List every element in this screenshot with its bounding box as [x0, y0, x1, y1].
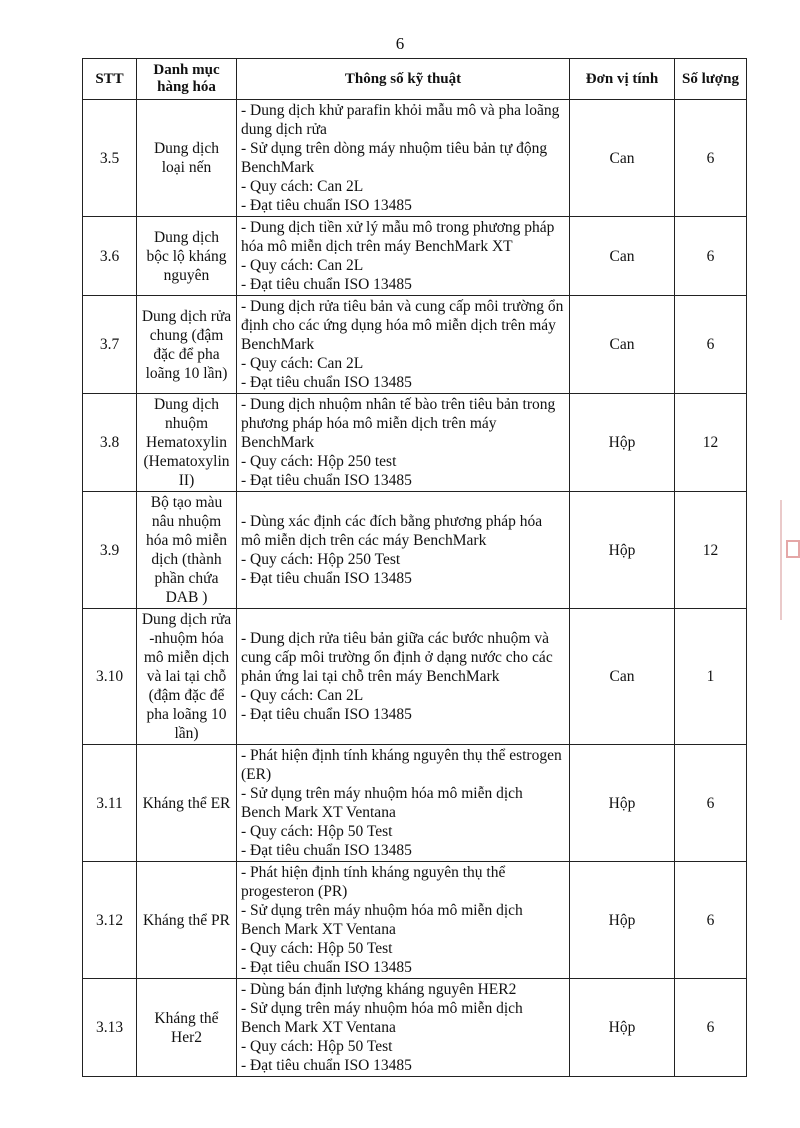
spec-line: - Quy cách: Can 2L — [241, 257, 364, 274]
spec-line: - Dung dịch nhuộm nhân tế bào trên tiêu bản trong phương pháp hóa mô miễn dịch trên máy BenchMark — [241, 396, 556, 451]
spec-line: - Đạt tiêu chuẩn ISO 13485 — [241, 842, 412, 859]
row-specification — [237, 609, 570, 745]
row-unit: Can — [570, 609, 675, 745]
table-row — [83, 745, 747, 862]
page-number: 6 — [395, 34, 405, 53]
spec-line: - Sử dụng trên máy nhuộm hóa mô miễn dịch Bench Mark XT Ventana — [241, 902, 523, 938]
row-specification — [237, 217, 570, 296]
spec-line: - Đạt tiêu chuẩn ISO 13485 — [241, 959, 412, 976]
table-row — [83, 862, 747, 979]
spec-line: - Dùng xác định các đích bằng phương pháp hóa mô miễn dịch trên các máy BenchMark — [241, 513, 543, 549]
row-stt: 3.7 — [83, 296, 137, 394]
row-item-name: Kháng thể PR — [137, 862, 237, 979]
row-stt: 3.5 — [83, 100, 137, 217]
spec-line: - Quy cách: Hộp 50 Test — [241, 1038, 393, 1055]
table-row — [83, 609, 747, 745]
spec-line: - Dung dịch khử parafin khỏi mẫu mô và pha loãng dung dịch rửa — [241, 102, 560, 138]
row-unit: Hộp — [570, 745, 675, 862]
spec-line: - Quy cách: Can 2L — [241, 355, 364, 372]
row-stt: 3.12 — [83, 862, 137, 979]
spec-line: - Đạt tiêu chuẩn ISO 13485 — [241, 276, 412, 293]
spec-line: - Dung dịch rửa tiêu bản và cung cấp môi trường ổn định cho các ứng dụng hóa mô miễn dịch trên máy BenchMark — [241, 298, 564, 353]
row-item-name: Dung dịch rửa -nhuộm hóa mô miễn dịch và lai tại chỗ (đậm đặc để pha loãng 10 lần) — [137, 609, 237, 745]
row-item-name: Dung dịch nhuộm Hematoxylin (Hematoxylin II) — [137, 394, 237, 492]
header-quantity: Số lượng — [675, 59, 747, 100]
row-quantity: 6 — [675, 745, 747, 862]
spec-line: - Đạt tiêu chuẩn ISO 13485 — [241, 1057, 412, 1074]
spec-line: - Quy cách: Hộp 50 Test — [241, 823, 393, 840]
row-stt: 3.9 — [83, 492, 137, 609]
table-row — [83, 492, 747, 609]
table-row — [83, 394, 747, 492]
row-quantity: 6 — [675, 862, 747, 979]
table-header-row — [83, 59, 747, 100]
spec-line: - Sử dụng trên máy nhuộm hóa mô miễn dịch Bench Mark XT Ventana — [241, 785, 523, 821]
row-unit: Can — [570, 217, 675, 296]
row-quantity: 12 — [675, 394, 747, 492]
table-row — [83, 217, 747, 296]
row-quantity: 6 — [675, 100, 747, 217]
spec-line: - Sử dụng trên dòng máy nhuộm tiêu bản tự động BenchMark — [241, 140, 548, 176]
table-row — [83, 979, 747, 1077]
row-unit: Can — [570, 100, 675, 217]
row-specification — [237, 862, 570, 979]
row-unit: Hộp — [570, 394, 675, 492]
row-quantity: 6 — [675, 296, 747, 394]
red-stamp-edge — [780, 500, 800, 620]
spec-line: - Quy cách: Hộp 50 Test — [241, 940, 393, 957]
row-stt: 3.13 — [83, 979, 137, 1077]
header-item-name: Danh mục hàng hóa — [137, 59, 237, 100]
spec-line: - Dung dịch tiền xử lý mẫu mô trong phương pháp hóa mô miễn dịch trên máy BenchMark XT — [241, 219, 555, 255]
row-item-name: Dung dịch rửa chung (đậm đặc để pha loãng 10 lần) — [137, 296, 237, 394]
table-body — [83, 100, 747, 1077]
row-quantity: 1 — [675, 609, 747, 745]
row-specification — [237, 492, 570, 609]
spec-line: - Đạt tiêu chuẩn ISO 13485 — [241, 197, 412, 214]
row-stt: 3.10 — [83, 609, 137, 745]
row-unit: Hộp — [570, 979, 675, 1077]
row-unit: Hộp — [570, 862, 675, 979]
row-specification — [237, 100, 570, 217]
specification-table — [82, 58, 747, 1077]
header-unit: Đơn vị tính — [570, 59, 675, 100]
row-item-name: Kháng thể Her2 — [137, 979, 237, 1077]
spec-line: - Quy cách: Hộp 250 test — [241, 453, 397, 470]
row-item-name: Dung dịch loại nến — [137, 100, 237, 217]
spec-line: - Dung dịch rửa tiêu bản giữa các bước nhuộm và cung cấp môi trường ổn định ở dạng nước cho các phản ứng lai tại chỗ trên máy BenchMark — [241, 630, 553, 685]
spec-line: - Quy cách: Hộp 250 Test — [241, 551, 401, 568]
spec-line: - Quy cách: Can 2L — [241, 687, 364, 704]
row-stt: 3.11 — [83, 745, 137, 862]
spec-line: - Phát hiện định tính kháng nguyên thụ thể estrogen (ER) — [241, 747, 562, 783]
row-quantity: 12 — [675, 492, 747, 609]
row-specification — [237, 296, 570, 394]
row-item-name: Dung dịch bộc lộ kháng nguyên — [137, 217, 237, 296]
spec-line: - Đạt tiêu chuẩn ISO 13485 — [241, 706, 412, 723]
row-unit: Hộp — [570, 492, 675, 609]
spec-line: - Quy cách: Can 2L — [241, 178, 364, 195]
spec-line: - Phát hiện định tính kháng nguyên thụ thể progesteron (PR) — [241, 864, 506, 900]
row-specification — [237, 394, 570, 492]
table-row — [83, 296, 747, 394]
spec-line: - Đạt tiêu chuẩn ISO 13485 — [241, 570, 412, 587]
spec-line: - Dùng bán định lượng kháng nguyên HER2 — [241, 981, 517, 998]
row-stt: 3.6 — [83, 217, 137, 296]
row-quantity: 6 — [675, 217, 747, 296]
row-stt: 3.8 — [83, 394, 137, 492]
header-specification: Thông số kỹ thuật — [237, 59, 570, 100]
spec-line: - Đạt tiêu chuẩn ISO 13485 — [241, 472, 412, 489]
spec-line: - Sử dụng trên máy nhuộm hóa mô miễn dịch Bench Mark XT Ventana — [241, 1000, 523, 1036]
row-item-name: Kháng thể ER — [137, 745, 237, 862]
row-specification — [237, 979, 570, 1077]
row-quantity: 6 — [675, 979, 747, 1077]
row-item-name: Bộ tạo màu nâu nhuộm hóa mô miễn dịch (thành phần chứa DAB ) — [137, 492, 237, 609]
table-row — [83, 100, 747, 217]
row-specification — [237, 745, 570, 862]
spec-line: - Đạt tiêu chuẩn ISO 13485 — [241, 374, 412, 391]
header-stt: STT — [83, 59, 137, 100]
row-unit: Can — [570, 296, 675, 394]
